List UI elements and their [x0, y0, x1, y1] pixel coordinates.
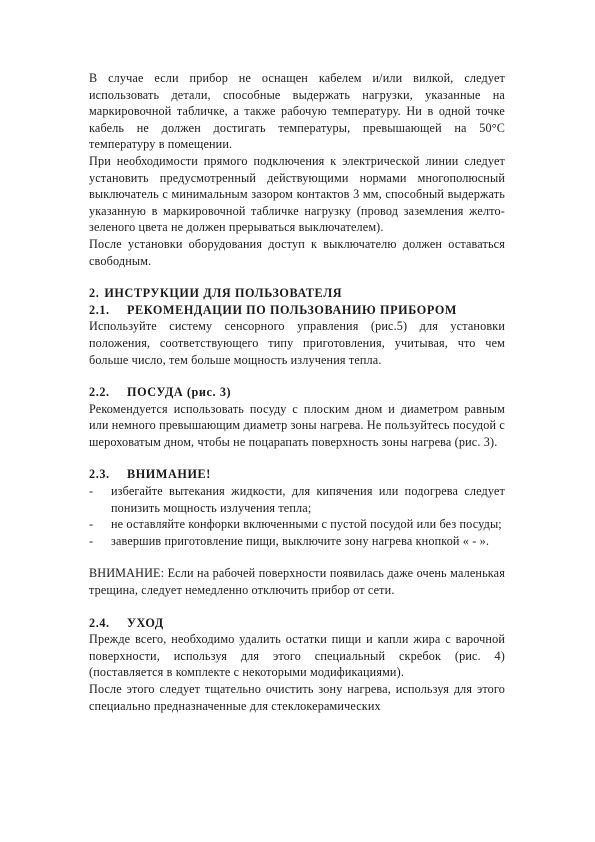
section-2-2-number: 2.2.: [89, 385, 110, 400]
section-2-1-text: Используйте систему сенсорного управления (рис.5) для установки положения, соответствующего типу приготовления, учитывая, что чем больше число, тем больше мощность излучения тепла.: [89, 319, 505, 367]
warning-list: [89, 483, 505, 549]
section-2-4-heading: [89, 615, 505, 632]
section-2-4-text-cleaning: После этого следует тщательно очистить зону нагрева, используя для этого специально предназначенные для стеклокерамических: [89, 682, 505, 713]
section-2-3-title: ВНИМАНИЕ!: [127, 467, 211, 482]
list-item-text: не оставляйте конфорки включенными с пустой посудой или без посуды;: [111, 517, 502, 532]
intro-paragraph-cable: В случае если прибор не оснащен кабелем и/или вилкой, следует использовать детали, способные выдержать нагрузки, указанные на маркировочной табличке, а также рабочую температуру. Ни в одной точке кабель не должен достигать температуры, превышающей на 50°C температуру в помещении.: [89, 71, 505, 152]
section-2-1-title: РЕКОМЕНДАЦИИ ПО ПОЛЬЗОВАНИЮ ПРИБОРОМ: [127, 302, 458, 317]
section-2-2-heading: [89, 384, 505, 401]
list-item-text: избегайте вытекания жидкости, для кипячения или подогрева следует понизить мощность излучения тепла;: [111, 484, 505, 515]
intro-paragraph-switch: При необходимости прямого подключения к электрической линии следует установить предусмотренный действующими нормами многополюсный выключатель с минимальным зазором контактов 3 мм, способный выдержать указанную в маркировочной табличке нагрузку (провод заземления желто-зеленого цвета не должен прерываться выключателем).: [89, 153, 505, 235]
list-item-text: завершив приготовление пищи, выключите зону нагрева кнопкой « - ».: [111, 533, 490, 548]
section-2-1-number: 2.1.: [89, 302, 110, 317]
section-2-1-heading: [89, 302, 505, 319]
list-dash: -: [89, 517, 94, 532]
section-2-3-number: 2.3.: [89, 467, 110, 482]
section-2-number: 2.: [89, 286, 100, 301]
list-dash: -: [89, 484, 94, 499]
crack-warning-text: ВНИМАНИЕ: Если на рабочей поверхности появилась даже очень маленькая трещина, следует немедленно отключить прибор от сети.: [89, 566, 505, 598]
section-2-3-heading: [89, 466, 505, 483]
section-2-4-text-scraper: Прежде всего, необходимо удалить остатки пищи и капли жира с варочной поверхности, используя для этого специальный скребок (рис. 4) (поставляется в комплекте с некоторыми модификациями).: [89, 632, 505, 680]
section-2-4-title: УХОД: [127, 615, 164, 630]
section-2-2-text: Рекомендуется использовать посуду с плоским дном и диаметром равным или немного превышающим диаметр зоны нагрева. Не пользуйтесь посудой с шероховатым дном, чтобы не поцарапать поверхность зоны нагрева (рис. 3).: [89, 401, 505, 449]
section-2-4-number: 2.4.: [89, 615, 110, 630]
section-2-2-title: ПОСУДА (рис. 3): [127, 385, 232, 400]
list-item: [89, 516, 505, 533]
intro-paragraph-access: После установки оборудования доступ к выключателю должен оставаться свободным.: [89, 236, 505, 268]
list-item: [89, 533, 505, 550]
list-item: [89, 483, 505, 516]
section-2-title: ИНСТРУКЦИИ ДЛЯ ПОЛЬЗОВАТЕЛЯ: [104, 286, 343, 301]
document-page: [89, 70, 505, 714]
list-dash: -: [89, 533, 94, 548]
section-2-heading: [89, 285, 505, 302]
